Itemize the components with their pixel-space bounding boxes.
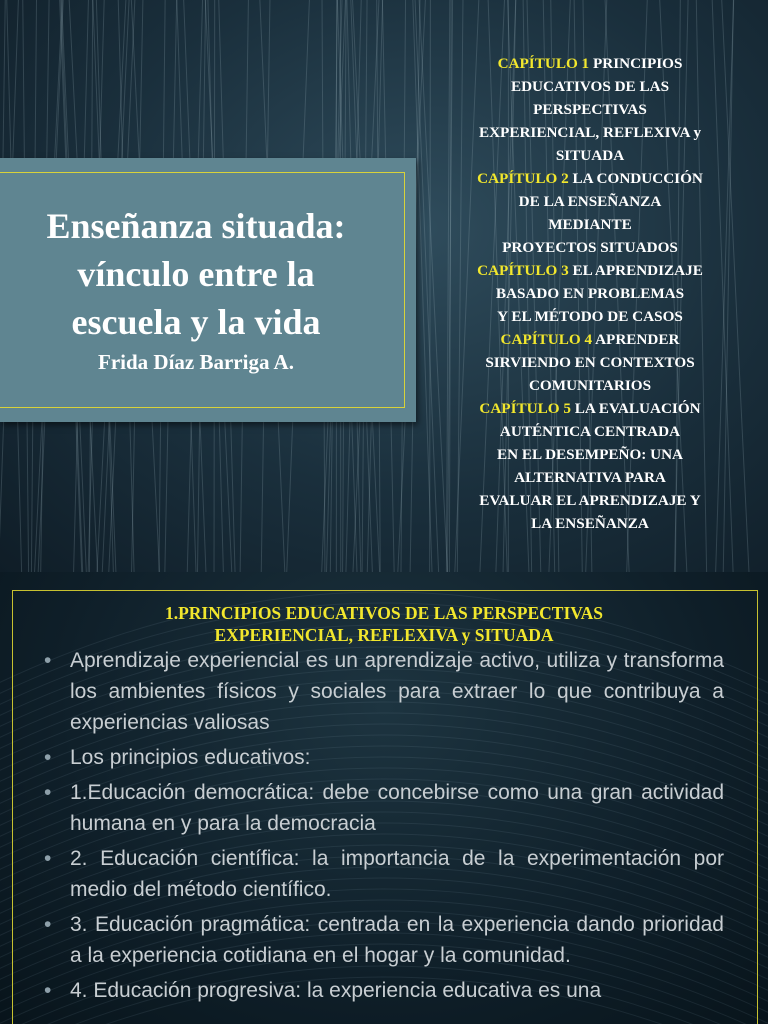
book-title [0,202,392,346]
book-title-line: Enseñanza situada: [46,206,346,246]
bullet-item [44,843,724,905]
chapter-label: CAPÍTULO 5 [479,400,571,417]
toc-item-heading [440,328,740,351]
chapter-label: CAPÍTULO 3 [477,262,569,279]
decorative-line [415,0,439,572]
bullet-icon: • [44,979,52,1002]
chapter-title-line: LA ENSEÑANZA [531,515,649,532]
chapter-title-line: PROYECTOS SITUADOS [502,239,678,256]
decorative-line [430,0,431,572]
bullet-text: 1.Educación democrática: debe concebirse como una gran actividad humana en y para la democracia [70,781,724,835]
book-title-line: vínculo entre la [77,254,315,294]
chapter-title-line: AUTÉNTICA CENTRADA [499,423,681,440]
bullet-icon: • [44,847,52,870]
toc-item-heading [440,52,740,75]
section-title [40,602,728,646]
table-of-contents [440,52,740,535]
chapter-title-line: COMUNITARIOS [528,377,652,394]
bullet-item [44,909,724,971]
toc-item-heading [440,259,740,282]
chapter-title-line: BASADO EN PROBLEMAS [495,285,685,302]
bullet-text: 4. Educación progresiva: la experiencia educativa es una [70,979,602,1002]
bullet-item [44,975,724,1006]
chapter-label: CAPÍTULO 4 [500,331,593,348]
section-title-line: EXPERIENCIAL, REFLEXIVA y SITUADA [214,625,554,645]
chapter-title-line: EXPERIENCIAL, REFLEXIVA y [478,124,702,141]
chapter-label: CAPÍTULO 1 [497,55,590,72]
bullet-icon: • [44,746,52,769]
chapter-label: CAPÍTULO 2 [477,170,569,187]
slide-chapter-1 [0,572,768,1024]
chapter-title-start: PRINCIPIOS [589,55,683,72]
chapter-title-line: DE LA ENSEÑANZA [518,193,662,210]
section-title-line: 1.PRINCIPIOS EDUCATIVOS DE LAS PERSPECTIVAS [164,603,604,623]
chapter-title-line: EDUCATIVOS DE LAS [510,78,670,95]
bullet-list [44,645,724,1010]
chapter-title-line: PERSPECTIVAS [533,101,647,118]
chapter-title-line: ALTERNATIVA PARA [514,469,666,486]
chapter-title-line: MEDIANTE [548,216,632,233]
chapter-title-start: LA CONDUCCIÓN [568,170,703,187]
bullet-item [44,777,724,839]
chapter-title-start: APRENDER [592,331,680,348]
chapter-title-line: EN EL DESEMPEÑO: UNA [496,446,684,463]
book-title-line: escuela y la vida [71,302,321,342]
chapter-title-start: LA EVALUACIÓN [570,400,701,417]
bullet-text: 3. Educación pragmática: centrada en la experiencia dando prioridad a la experiencia cotidiana en el hogar y la comunidad. [70,913,724,967]
title-box [0,158,416,422]
bullet-text: 2. Educación científica: la importancia de la experimentación por medio del método científico. [70,847,724,901]
chapter-title-line: SITUADA [555,147,625,164]
bullet-icon: • [44,913,52,936]
toc-item-heading [440,397,740,420]
bullet-text: Los principios educativos: [70,746,311,769]
bullet-item [44,645,724,738]
chapter-title-start: EL APRENDIZAJE [568,262,703,279]
bullet-icon: • [44,781,52,804]
bullet-text: Aprendizaje experiencial es un aprendizaje activo, utiliza y transforma los ambientes físicos y sociales para extraer lo que contribuya a experiencias valiosas [70,649,724,734]
chapter-title-line: Y EL MÉTODO DE CASOS [497,308,683,325]
toc-item-heading [440,167,740,190]
author-name: Frida Díaz Barriga A. [98,350,294,374]
chapter-title-line: SIRVIENDO EN CONTEXTOS [485,354,695,371]
bullet-icon: • [44,649,52,672]
chapter-title-line: EVALUAR EL APRENDIZAJE Y [479,492,701,509]
bullet-item [44,742,724,773]
